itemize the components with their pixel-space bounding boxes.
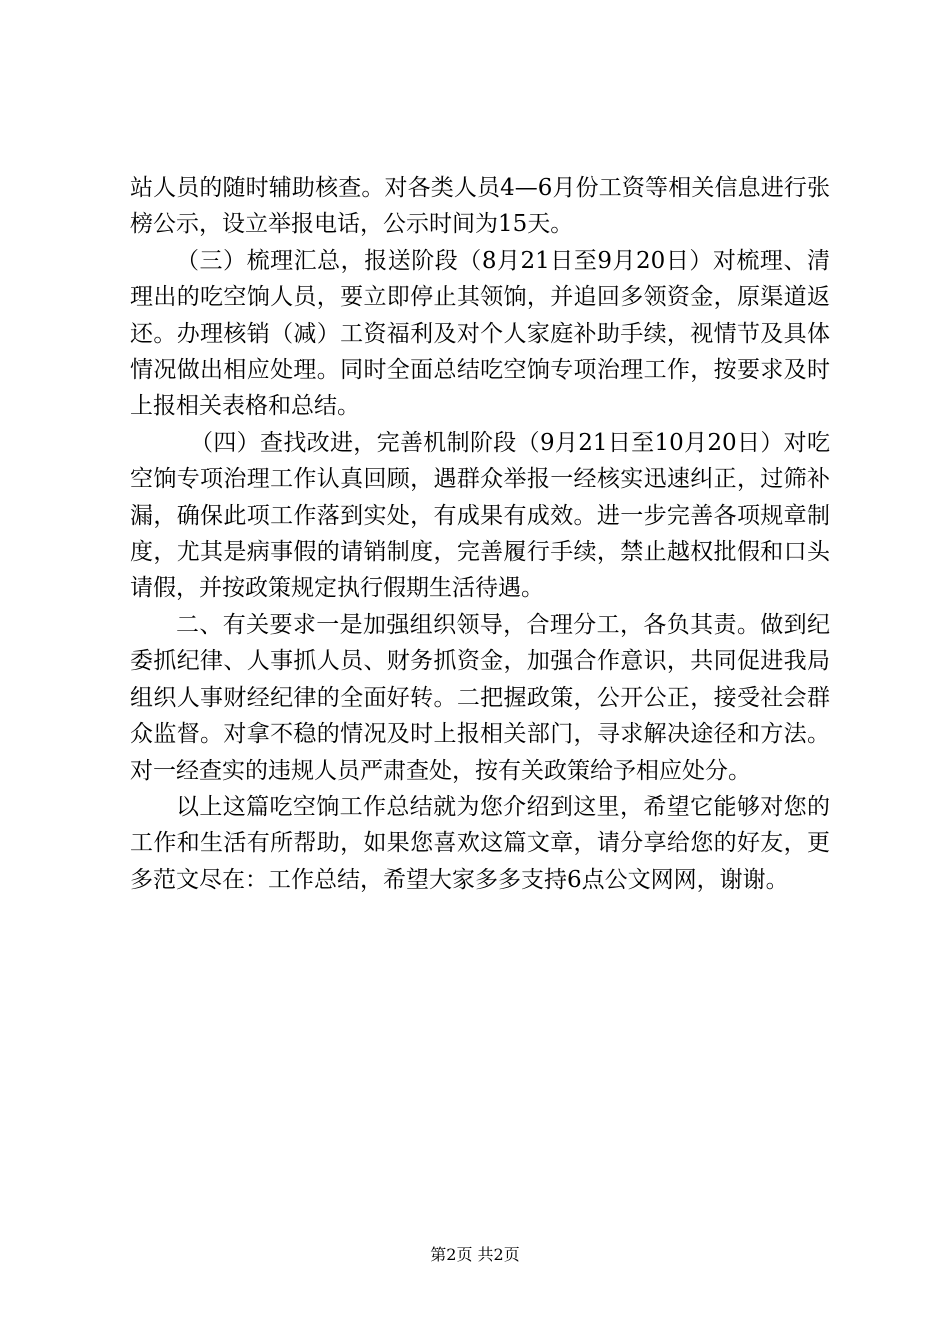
paragraph-phase-three: （三）梳理汇总，报送阶段（8月21日至9月20日）对梳理、清理出的吃空饷人员，要立即停止其领饷，并追回多领资金，原渠道返还。办理核销（减）工资福利及对个人家庭补助手续，视情节及具体情况做出相应处理。同时全面总结吃空饷专项治理工作，按要求及时上报相关表格和总结。 bbox=[130, 247, 830, 420]
paragraph-phase-four: （四）查找改进，完善机制阶段（9月21日至10月20日）对吃空饷专项治理工作认真回顾，遇群众举报一经核实迅速纠正，过筛补漏，确保此项工作落到实处，有成果有成效。进一步完善各项规章制度，尤其是病事假的请销制度，完善履行手续，禁止越权批假和口头请假，并按政策规定执行假期生活待遇。 bbox=[130, 429, 830, 602]
paragraph-requirements: 二、有关要求一是加强组织领导，合理分工，各负其责。做到纪委抓纪律、人事抓人员、财务抓资金，加强合作意识，共同促进我局组织人事财经纪律的全面好转。二把握政策，公开公正，接受社会群众监督。对拿不稳的情况及时上报相关部门，寻求解决途径和方法。对一经查实的违规人员严肃查处，按有关政策给予相应处分。 bbox=[130, 611, 830, 784]
document-body bbox=[130, 170, 830, 898]
paragraph-closing: 以上这篇吃空饷工作总结就为您介绍到这里，希望它能够对您的工作和生活有所帮助，如果您喜欢这篇文章，请分享给您的好友，更多范文尽在：工作总结，希望大家多多支持6点公文网网，谢谢。 bbox=[130, 793, 830, 893]
paragraph-continuation: 站人员的随时辅助核查。对各类人员4—6月份工资等相关信息进行张榜公示，设立举报电话，公示时间为15天。 bbox=[130, 175, 830, 238]
page-number-footer: 第2页 共2页 bbox=[430, 1245, 520, 1264]
